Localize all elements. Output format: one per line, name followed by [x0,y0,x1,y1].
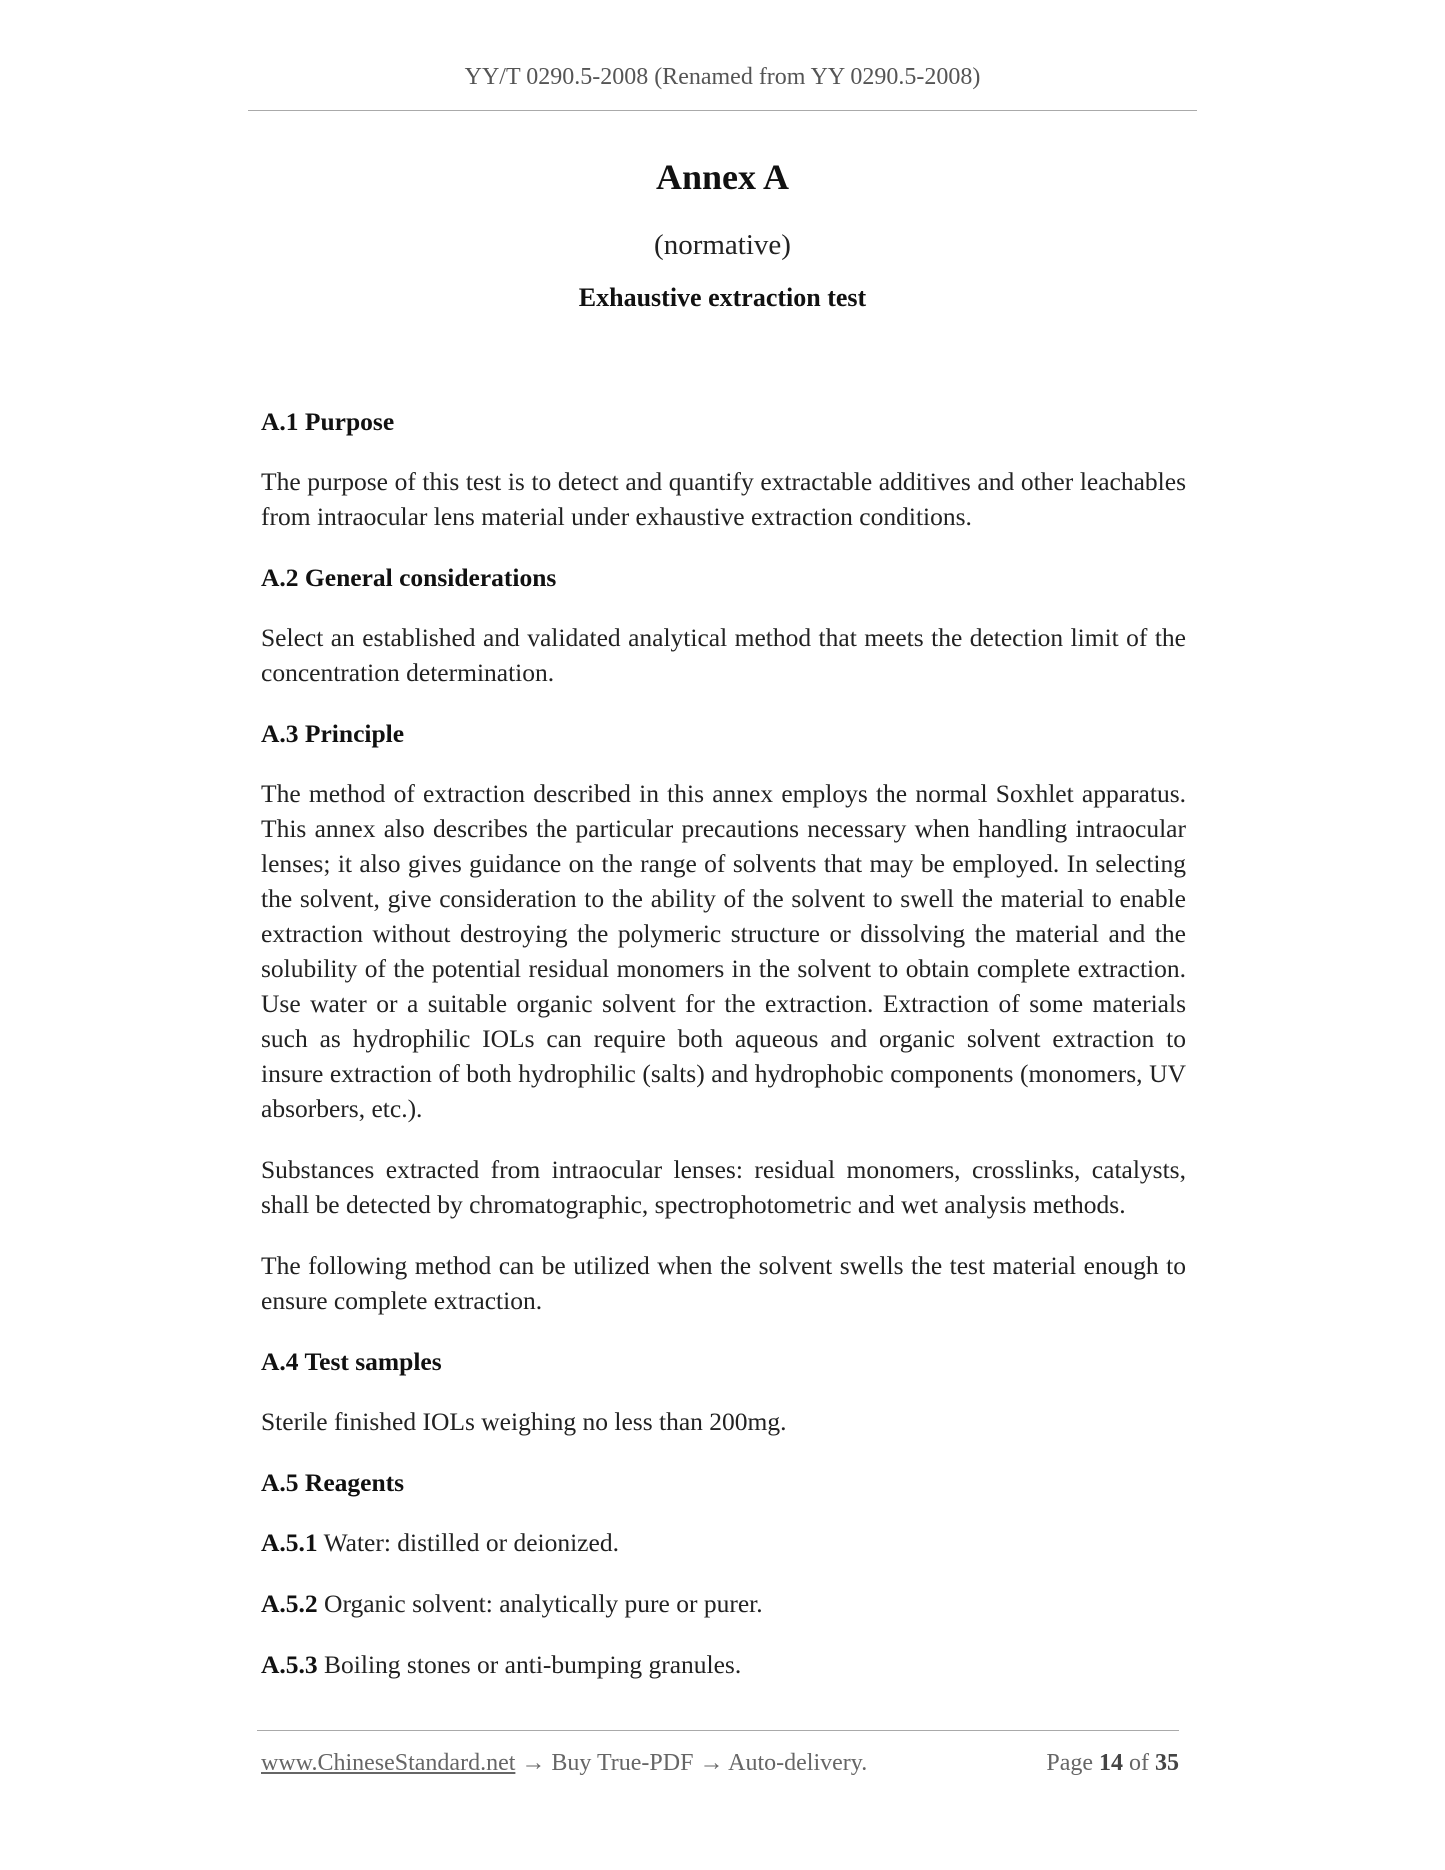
section-heading-general-considerations: A.2 General considerations [261,563,557,592]
reagent-item-text: Boiling stones or anti-bumping granules. [324,1650,742,1679]
document-body [261,404,1186,1708]
footer-divider [257,1730,1179,1731]
arrow-right-icon: → [699,1750,724,1776]
header-divider [248,110,1197,111]
reagent-item-number: A.5.2 [261,1589,318,1618]
reagent-item [261,1647,1186,1682]
reagent-item-text: Water: distilled or deionized. [323,1528,619,1557]
annex-title: Annex A [655,157,790,197]
section-heading-purpose: A.1 Purpose [261,407,395,436]
reagent-item-number: A.5.1 [261,1528,318,1557]
document-footer [261,1750,1179,1777]
buy-true-pdf-text: Buy True-PDF [551,1750,694,1776]
principle-paragraph-2: Substances extracted from intraocular lenses: residual monomers, crosslinks, catalysts, shall be detected by chromatographic, spectrophotometric and wet analysis methods. [261,1155,1186,1219]
reagent-item [261,1525,1186,1560]
page-of: of [1129,1750,1149,1776]
page-current: 14 [1099,1750,1123,1776]
page-label: Page [1046,1750,1093,1776]
annex-subtitle: Exhaustive extraction test [578,283,867,312]
principle-paragraph-1: The method of extraction described in this annex employs the normal Soxhlet apparatus. This annex also describes the particular precautions necessary when handling intraocular lenses; it also gives guidance on the range of solvents that may be employed. In selecting the solvent, give consideration to the ability of the solvent to swell the material to enable extraction without destroying the polymeric structure or dissolving the material and the solubility of the potential residual monomers in the solvent to obtain complete extraction. Use water or a suitable organic solvent for the extraction. Extraction of some materials such as hydrophilic IOLs can require both aqueous and organic solvent extraction to insure extraction of both hydrophilic (salts) and hydrophobic components (monomers, UV absorbers, etc.). [261,779,1186,1123]
section-body-purpose: The purpose of this test is to detect and quantify extractable additives and other leachables from intraocular lens material under exhaustive extraction conditions. [261,467,1186,531]
section-body-general-considerations: Select an established and validated analytical method that meets the detection limit of the concentration determination. [261,623,1186,687]
section-heading-principle: A.3 Principle [261,719,405,748]
reagent-item [261,1586,1186,1621]
section-heading-reagents: A.5 Reagents [261,1468,405,1497]
auto-delivery-text: Auto-delivery. [728,1750,868,1776]
principle-paragraph-3: The following method can be utilized when the solvent swells the test material enough to ensure complete extraction. [261,1251,1186,1315]
document-header: YY/T 0290.5-2008 (Renamed from YY 0290.5-2008) [464,64,981,90]
page-total: 35 [1155,1750,1179,1776]
section-heading-test-samples: A.4 Test samples [261,1347,442,1376]
reagent-item-text: Organic solvent: analytically pure or purer. [324,1589,763,1618]
page-number [1046,1750,1179,1777]
website-link[interactable]: www.ChineseStandard.net [261,1750,516,1776]
section-body-test-samples: Sterile finished IOLs weighing no less than 200mg. [261,1407,787,1436]
annex-type: (normative) [654,229,791,261]
arrow-right-icon: → [521,1750,546,1776]
reagent-item-number: A.5.3 [261,1650,318,1679]
